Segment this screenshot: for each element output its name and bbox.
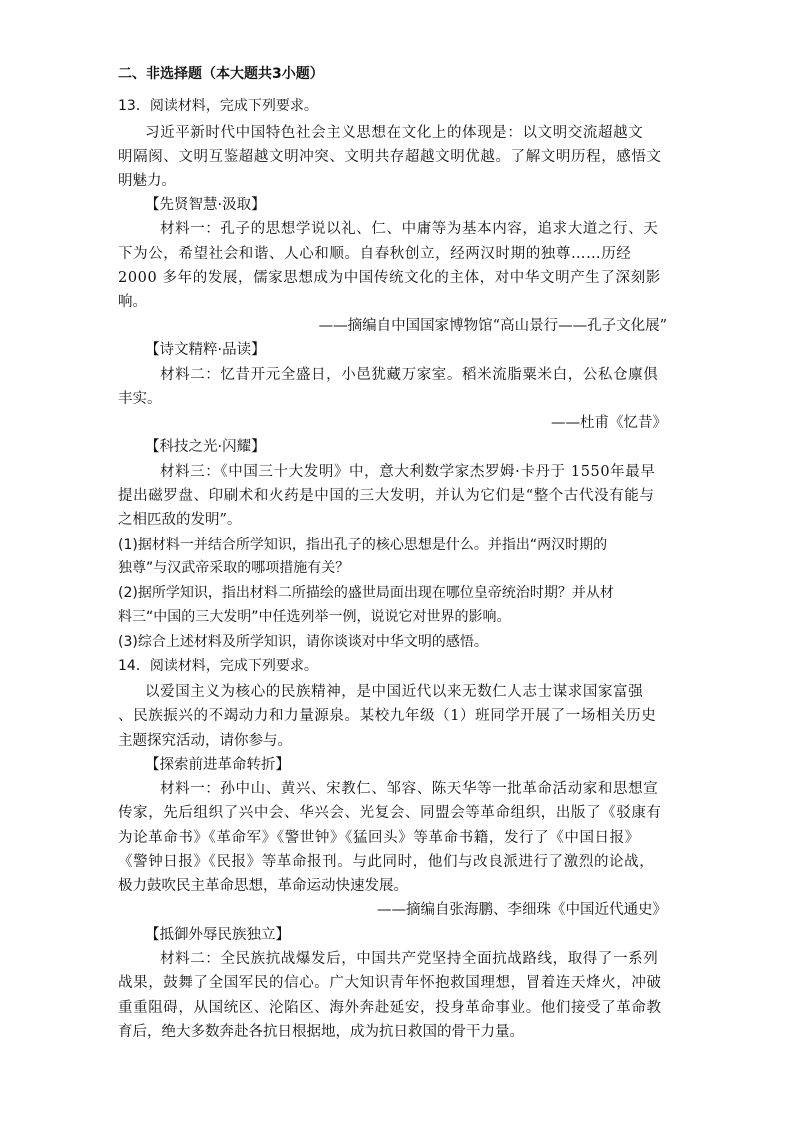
q13-material-3-line: 材料三：《中国三十大发明》中，意大利数学家杰罗姆·卡丹于 1550年最早 bbox=[160, 464, 656, 480]
q13-material-1-line: 材料一：孔子的思想学说以礼、仁、中庸等为基本内容，追求大道之行、天 bbox=[160, 221, 659, 237]
q14-material-1-line: 材料一：孙中山、黄兴、宋教仁、邹容、陈天华等一批革命活动家和思想宣 bbox=[160, 781, 659, 797]
q13-question-line: 独尊”与汉武帝采取的哪项措施有关？ bbox=[118, 560, 350, 576]
q14-material-1-line: 《警钟日报》《民报》等革命报刊。与此同时，他们与改良派进行了激烈的论战， bbox=[118, 854, 655, 870]
q13-material-3-line: 之相匹敌的发明”。 bbox=[118, 512, 242, 528]
q13-material-2-line: 丰实。 bbox=[118, 391, 162, 407]
q13-intro-line: 习近平新时代中国特色社会主义思想在文化上的体现是：以文明交流超越文 bbox=[145, 125, 644, 141]
section-title: 二、非选择题（本大题共3小题） bbox=[118, 66, 324, 82]
q13-section-title-3: 【科技之光·闪耀】 bbox=[145, 439, 266, 455]
q14-intro-line: 主题探究活动，请你参与。 bbox=[118, 733, 292, 749]
q14-heading: 14．阅读材料，完成下列要求。 bbox=[118, 658, 318, 674]
q13-material-1-line: 下为公，希望社会和谐、人心和顺。自春秋创立，经两汉时期的独尊……历经 bbox=[118, 246, 632, 262]
q14-section-title-1: 【探索前进革命转折】 bbox=[145, 757, 290, 773]
q14-material-2-line: 育后，绝大多数奔赴各抗日根据地，成为抗日救国的骨干力量。 bbox=[118, 1024, 524, 1040]
q14-section-title-2: 【抵御外辱民族独立】 bbox=[145, 927, 290, 943]
q13-section-title-1: 【先贤智慧·汲取】 bbox=[145, 197, 266, 213]
q13-material-1-line: 响。 bbox=[118, 294, 147, 310]
q14-intro-line: 以爱国主义为核心的民族精神，是中国近代以来无数仁人志士谋求国家富强 bbox=[145, 684, 644, 700]
q14-material-2-line: 重重阻碍，从国统区、沦陷区、海外奔赴延安，投身革命事业。他们接受了革命教 bbox=[118, 1000, 662, 1016]
q13-question-line: (2)据所学知识，指出材料二所描绘的盛世局面出现在哪位皇帝统治时期？并从材 bbox=[118, 585, 614, 601]
q14-material-1-line: 极力鼓吹民主革命思想，革命运动快速发展。 bbox=[118, 878, 408, 894]
q13-intro-line: 明魅力。 bbox=[118, 173, 176, 189]
q14-material-1-line: 传家，先后组织了兴中会、华兴会、光复会、同盟会等革命组织，出版了《驳康有 bbox=[118, 805, 662, 821]
q13-material-1-line: 2000 多年的发展，儒家思想成为中国传统文化的主体，对中华文明产生了深刻影 bbox=[118, 270, 661, 286]
q13-material-1-source: ——摘编自中国国家博物馆“高山景行——孔子文化展” bbox=[318, 318, 667, 334]
q13-section-title-2: 【诗文精粹·品读】 bbox=[145, 342, 266, 358]
q13-heading: 13．阅读材料，完成下列要求。 bbox=[118, 98, 318, 114]
q13-intro-line: 明隔阂、文明互鉴超越文明冲突、文明共存超越文明优越。了解文明历程，感悟文 bbox=[118, 149, 662, 165]
q13-material-3-line: 提出磁罗盘、印刷术和火药是中国的三大发明，并认为它们是“整个古代没有能与 bbox=[118, 488, 655, 504]
q14-material-2-line: 材料二：全民族抗战爆发后，中国共产党坚持全面抗战路线，取得了一系列 bbox=[160, 951, 659, 967]
q14-material-1-source: ——摘编自张海鹏、李细珠《中国近代通史》 bbox=[377, 902, 667, 918]
q14-material-1-line: 为论革命书》《革命军》《警世钟》《猛回头》等革命书籍，发行了《中国日报》 bbox=[118, 830, 640, 846]
q13-material-2-line: 材料二：忆昔开元全盛日，小邑犹藏万家室。稻米流脂粟米白，公私仓廪俱 bbox=[160, 367, 659, 383]
q13-question-line: (1)据材料一并结合所学知识，指出孔子的核心思想是什么。并指出“两汉时期的 bbox=[118, 537, 608, 553]
q13-question-line: (3)综合上述材料及所学知识，请你谈谈对中华文明的感悟。 bbox=[118, 634, 488, 650]
q14-material-2-line: 战果，鼓舞了全国军民的信心。广大知识青年怀抱救国理想，冒着连天烽火，冲破 bbox=[118, 975, 662, 991]
q13-material-2-source: ——杜甫《忆昔》 bbox=[551, 415, 667, 431]
q14-intro-line: 、民族振兴的不竭动力和力量源泉。某校九年级（1）班同学开展了一场相关历史 bbox=[118, 708, 657, 724]
q13-question-line: 料三“中国的三大发明”中任选列举一例，说说它对世界的影响。 bbox=[118, 609, 511, 625]
